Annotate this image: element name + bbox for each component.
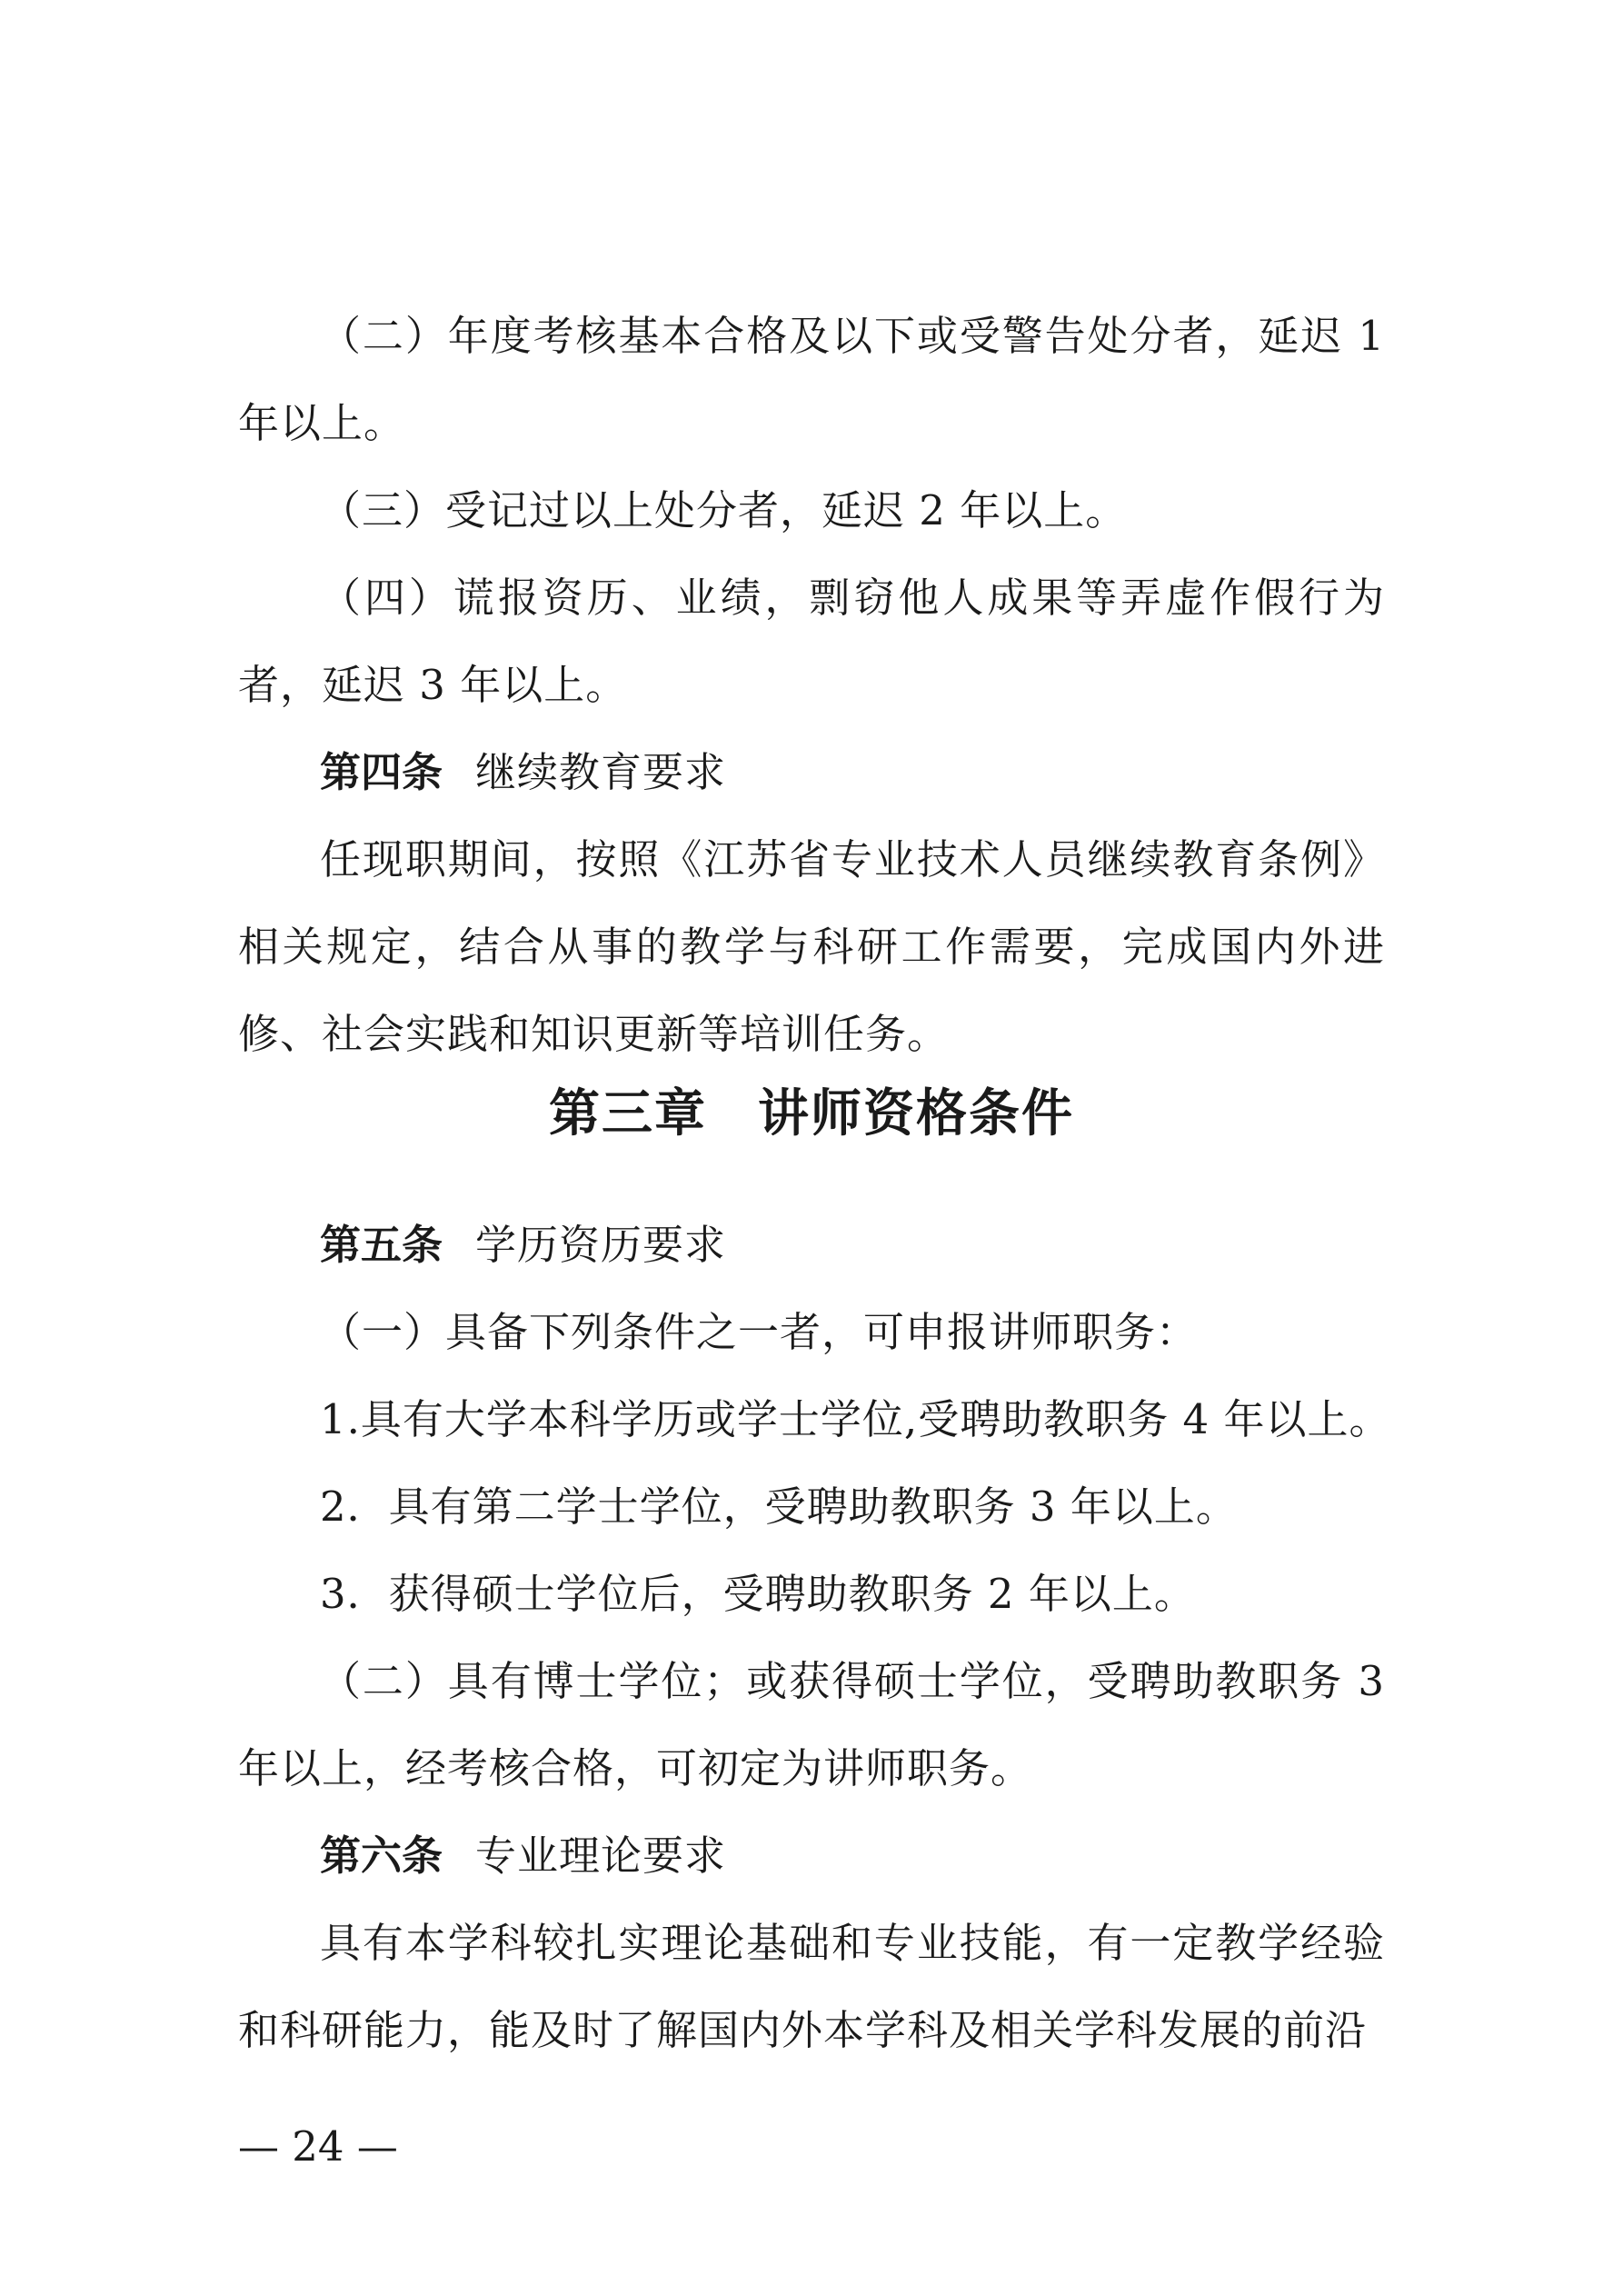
chapter-number: 第三章 [549,1084,707,1143]
article-five-heading [320,1202,726,1289]
list-item-1: 1.具有大学本科学历或学士学位,受聘助教职务 4 年以上。 [320,1395,1391,1443]
paragraph-delay-three-years: （四）谎报资历、业绩，剽窃他人成果等弄虚作假行为者，延迟 3 年以上。 [238,574,1385,709]
article-five-title: 学历资历要求 [475,1221,727,1269]
article-six-title: 专业理论要求 [475,1832,727,1880]
paragraph-continuing-education: 任现职期间，按照《江苏省专业技术人员继续教育条例》相关规定，结合从事的教学与科研工作需要，完成国内外进修、社会实践和知识更新等培训任务。 [238,835,1385,1058]
article-six-number: 第六条 [320,1832,443,1880]
paragraph-conditions-intro: （一）具备下列条件之一者，可申报讲师职务： [320,1308,1199,1356]
paragraph-theory-requirements: 具有本学科较扎实理论基础和专业技能，有一定教学经验和科研能力，能及时了解国内外本学科及相关学科发展的前沿 [238,1919,1385,2054]
page-number: — 24 — [238,2122,398,2171]
article-four-title: 继续教育要求 [475,748,727,796]
chapter-heading [0,1069,1623,1160]
paragraph-delay-one-year: （二）年度考核基本合格及以下或受警告处分者，延迟 1 年以上。 [238,312,1385,447]
paragraph-doctorate: （二）具有博士学位；或获得硕士学位，受聘助教职务 3 年以上，经考核合格，可初定为讲师职务。 [238,1657,1385,1792]
chapter-title: 讲师资格条件 [758,1084,1074,1143]
list-item-3: 3．获得硕士学位后，受聘助教职务 2 年以上。 [320,1570,1196,1618]
list-item-2: 2．具有第二学士学位，受聘助教职务 3 年以上。 [320,1482,1238,1531]
article-six-heading [320,1812,726,1900]
article-four-number: 第四条 [320,748,443,796]
paragraph-delay-two-years: （三）受记过以上处分者，延迟 2 年以上。 [320,486,1128,534]
article-four-heading [320,729,726,816]
article-five-number: 第五条 [320,1221,443,1269]
